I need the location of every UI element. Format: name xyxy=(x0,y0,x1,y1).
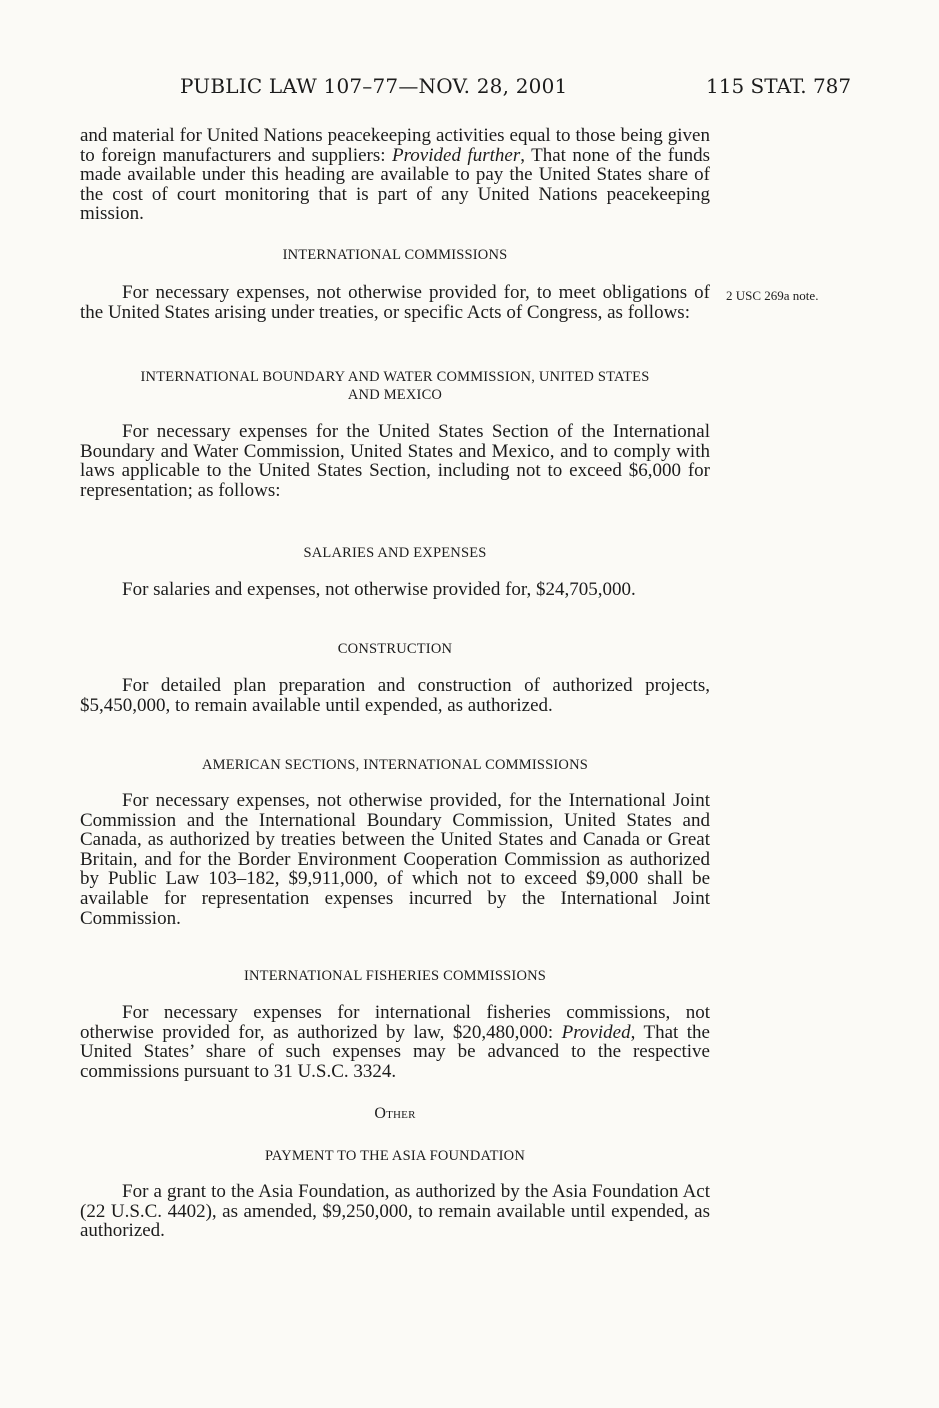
heading-fisheries-commissions: INTERNATIONAL FISHERIES COMMISSIONS xyxy=(243,968,547,984)
paragraph-text: For necessary expenses for international fisheries commissions, not otherwise provided for, as authorized by law, $20,480,000: xyxy=(80,1002,710,1043)
margin-note: 2 USC 269a note. xyxy=(726,288,819,303)
heading-ibwc-line1: INTERNATIONAL BOUNDARY AND WATER COMMISSION, UNITED STATES xyxy=(140,369,650,385)
heading-salaries-and-expenses: SALARIES AND EXPENSES xyxy=(303,545,487,561)
heading-asia-foundation: PAYMENT TO THE ASIA FOUNDATION xyxy=(264,1148,526,1164)
paragraph-construction: For detailed plan preparation and construction of authorized projects, $5,450,000, to remain available until expended, as authorized. xyxy=(80,675,710,716)
heading-ibwc-line2: AND MEXICO xyxy=(347,387,443,403)
heading-american-sections: AMERICAN SECTIONS, INTERNATIONAL COMMISSIONS xyxy=(201,757,589,773)
running-header-title: PUBLIC LAW 107–77—NOV. 28, 2001 xyxy=(180,74,568,98)
heading-international-commissions: INTERNATIONAL COMMISSIONS xyxy=(282,247,508,263)
paragraph-international-commissions: For necessary expenses, not otherwise provided for, to meet obligations of the United States arising under treaties, or specific Acts of Congress, as follows: xyxy=(80,282,710,323)
paragraph-ibwc: For necessary expenses for the United States Section of the International Boundary and Water Commission, United States and Mexico, and to comply with laws applicable to the United States Section, including not to exceed $6,000 for representation; as follows: xyxy=(80,421,710,501)
proviso-italic: Provided xyxy=(561,1021,631,1043)
paragraph-text: , That none of the funds made available under this heading are available to pay the United States share of the cost of court monitoring that is part of any United Nations peacekeeping mission. xyxy=(80,144,711,225)
paragraph-american-sections: For necessary expenses, not otherwise provided, for the International Joint Commission and the International Boundary Commission, United States and Canada, as authorized by treaties between the United States and Canada or Great Britain, and for the Border Environment Cooperation Commission as authorized by Public Law 103–182, $9,911,000, of which not to exceed $9,000 shall be available for representation expenses incurred by the International Joint Commission. xyxy=(80,790,710,929)
heading-other: Other xyxy=(374,1105,416,1122)
paragraph-peacekeeping xyxy=(80,126,710,224)
proviso-italic: Provided further xyxy=(392,144,521,166)
paragraph-text: and material for United Nations peacekeeping activities equal to those being given to foreign manufacturers and suppliers: xyxy=(80,125,710,166)
paragraph-text: , That the United States’ share of such expenses may be advanced to the respective commissions pursuant to 31 U.S.C. 3324. xyxy=(80,1021,710,1082)
paragraph-salaries: For salaries and expenses, not otherwise provided for, $24,705,000. xyxy=(122,579,636,600)
statute-page-number: 115 STAT. 787 xyxy=(706,74,852,98)
heading-construction: CONSTRUCTION xyxy=(337,641,453,657)
paragraph-fisheries xyxy=(80,1003,710,1081)
paragraph-asia-foundation: For a grant to the Asia Foundation, as authorized by the Asia Foundation Act (22 U.S.C. 4402), as amended, $9,250,000, to remain available until expended, as authorized. xyxy=(80,1181,710,1242)
